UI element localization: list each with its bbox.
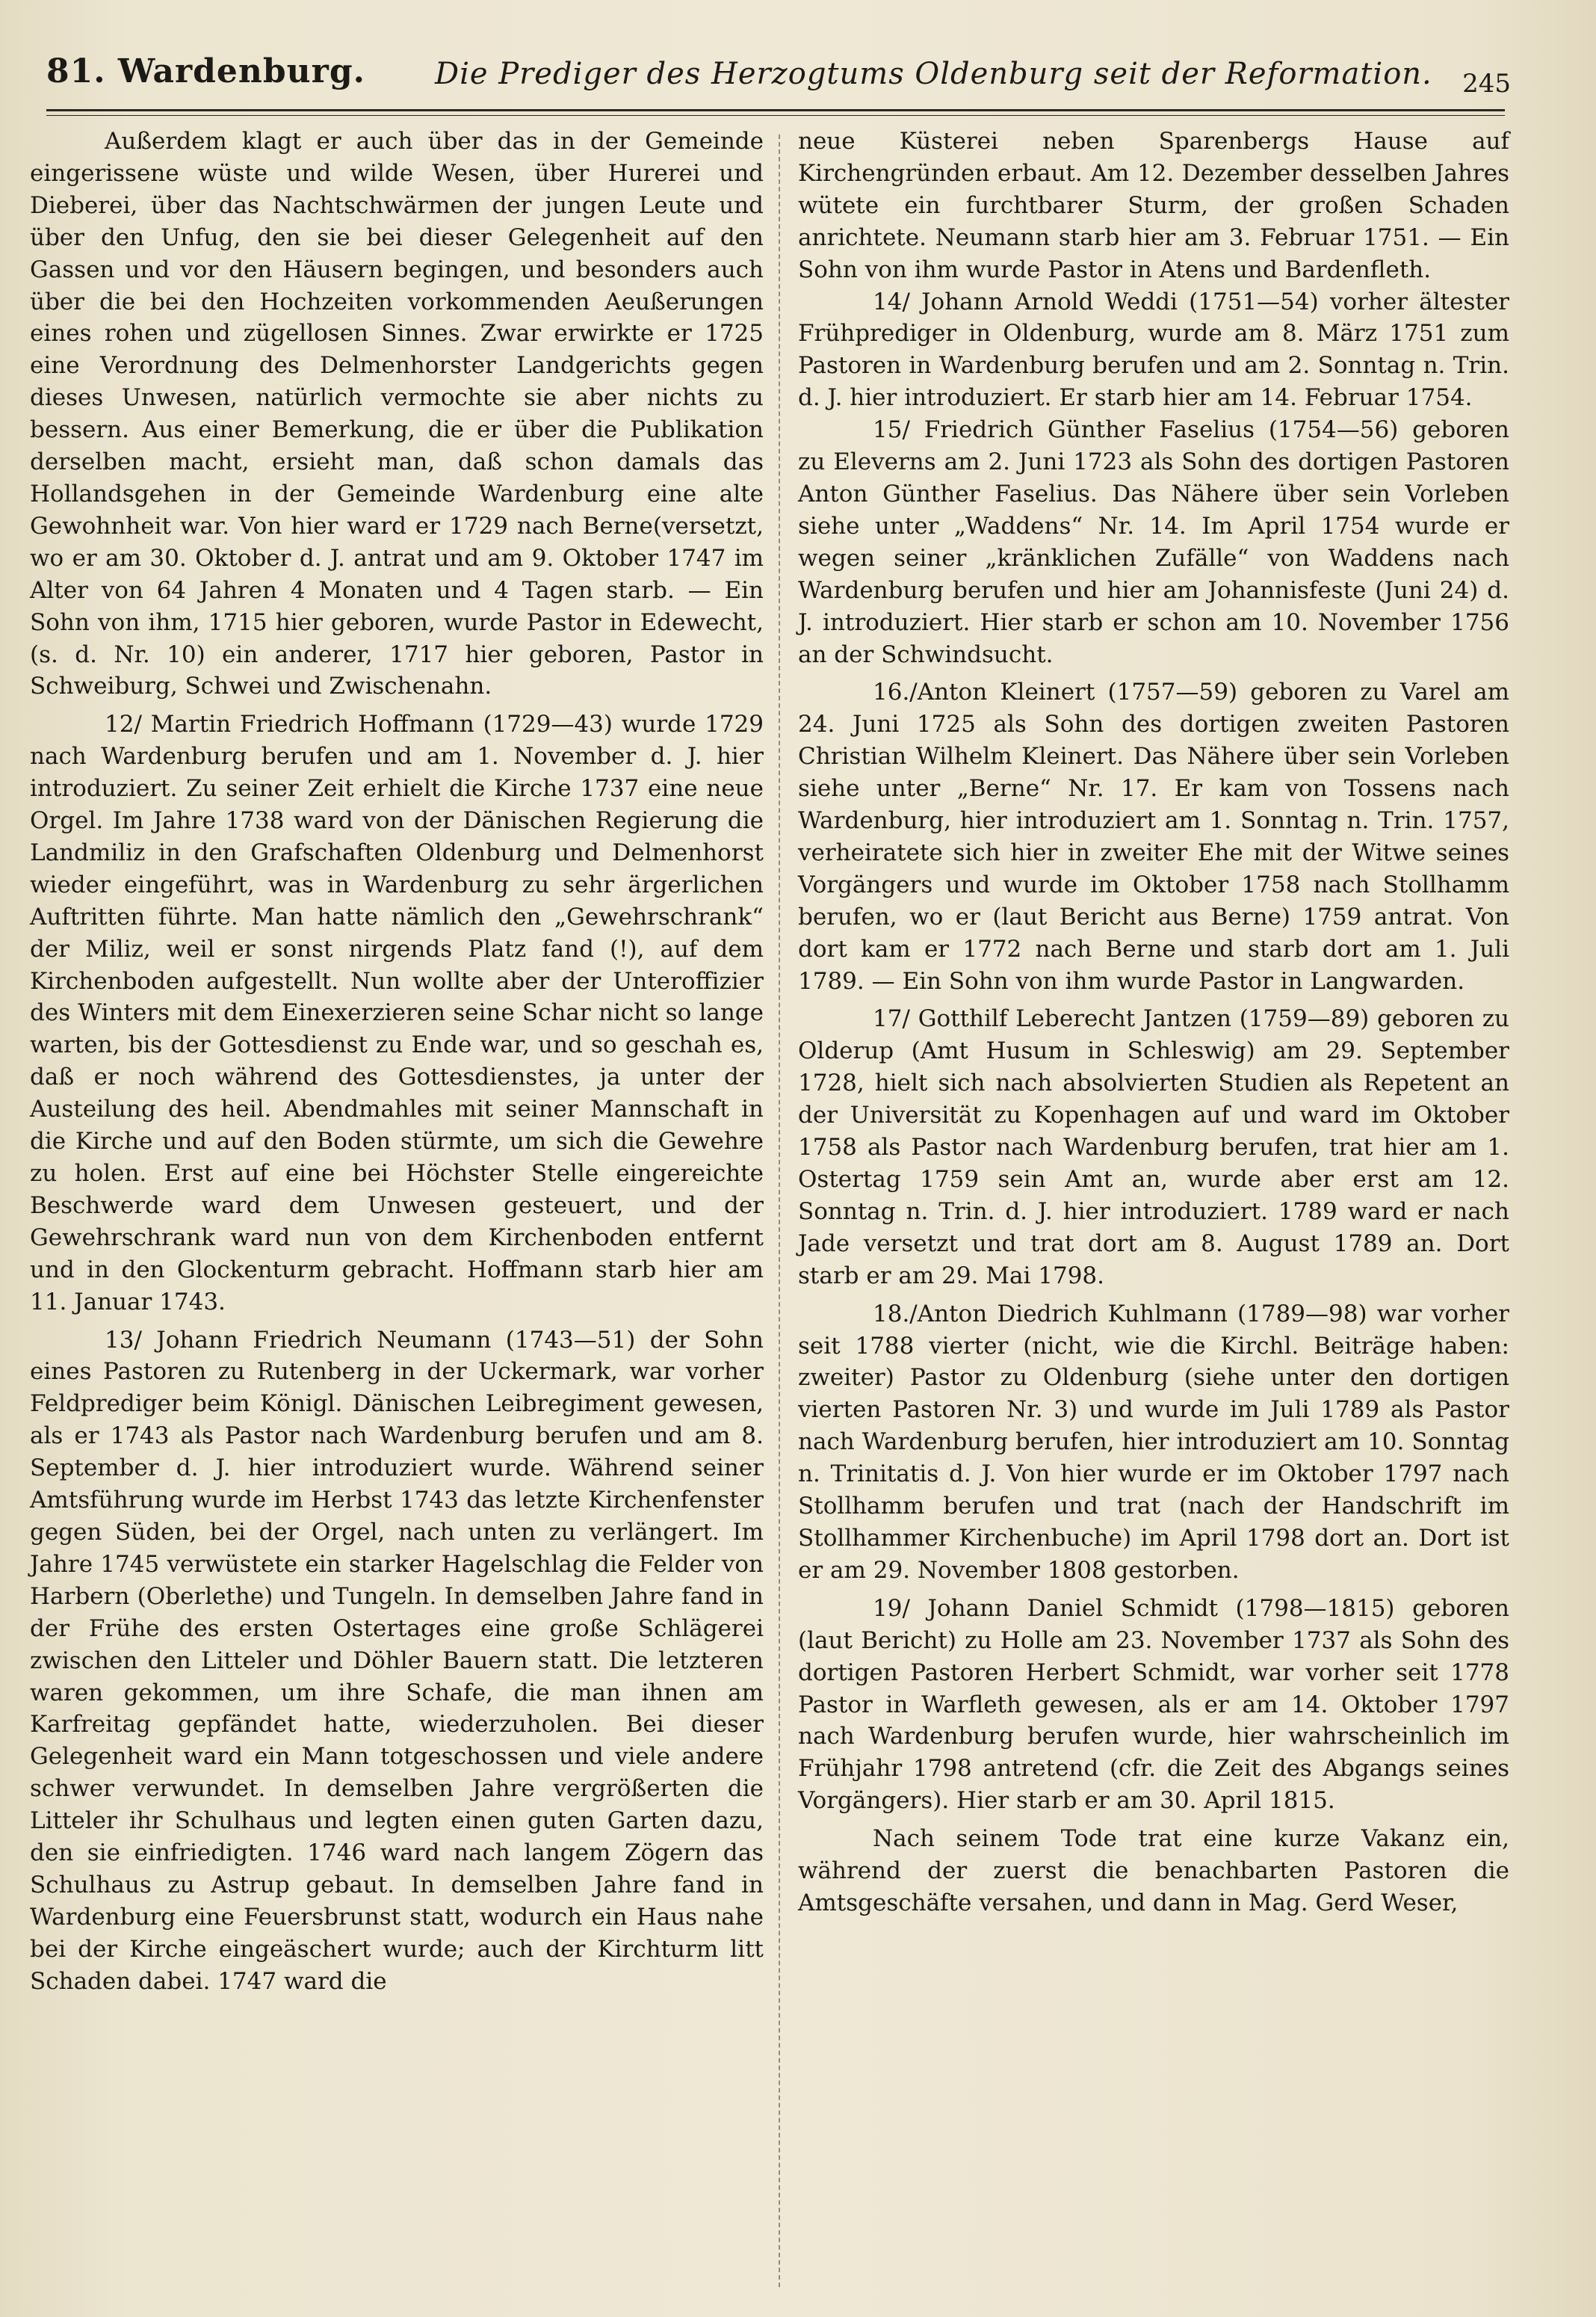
section-reference: 81. Wardenburg. [46,52,365,90]
entry-13-neumann: 13/ Johann Friedrich Neumann (1743—51) der Sohn eines Pastoren zu Rutenberg in der Uckermark, war vorher Feldprediger beim Königl. Dänischen Leibregiment gewesen, als er 1743 als Pastor nach Wardenburg berufen und am 8. September d. J. hier introduziert wurde. Während seiner Amtsführung wurde im Herbst 1743 das letzte Kirchenfenster gegen Süden, bei der Orgel, nach unten zu verlängert. Im Jahre 1745 verwüstete ein starker Hagelschlag die Felder von Harbern (Oberlethe) und Tungeln. In demselben Jahre fand in der Frühe des ersten Ostertages eine große Schlägerei zwischen den Litteler und Döhler Bauern statt. Die letzteren waren gekommen, um ihre Schafe, die man ihnen am Karfreitag gepfändet hatte, wiederzuholen. Bei dieser Gelegenheit ward ein Mann totgeschossen und viele andere schwer verwundet. In demselben Jahre vergrößerten die Litteler ihr Schulhaus und legten einen guten Garten dazu, den sie einfriedigten. 1746 ward nach langem Zögern das Schulhaus zu Astrup gebaut. In demselben Jahre fand in Wardenburg eine Feuersbrunst statt, wodurch ein Haus nahe bei der Kirche eingeäschert wurde; auch der Kirchturm litt Schaden dabei. 1747 ward die [30,1326,764,1995]
entry-15-faselius: 15/ Friedrich Günther Faselius (1754—56) geboren zu Eleverns am 2. Juni 1723 als Sohn des dortigen Pastoren Anton Günther Faselius. Das Nähere über sein Vorleben siehe unter „Waddens“ Nr. 14. Im April 1754 wurde er wegen seiner „kränklichen Zufälle“ von Waddens nach Wardenburg berufen und hier am Johannisfeste (Juni 24) d. J. introduziert. Hier starb er schon am 10. November 1756 an der Schwindsucht. [798,416,1509,668]
header-rule [46,109,1505,111]
entry-14-weddi: 14/ Johann Arnold Weddi (1751—54) vorher ältester Frühprediger in Oldenburg, wurde am 8. März 1751 zum Pastoren in Wardenburg berufen und am 2. Sonntag n. Trin. d. J. hier introduziert. Er starb hier am 14. Februar 1754. [798,288,1509,412]
paragraph-vakanz: Nach seinem Tode trat eine kurze Vakanz ein, während der zuerst die benachbarten Pastoren die Amtsgeschäfte versahen, und dann in Mag. Gerd Weser, [798,1825,1509,1916]
entry-17-jantzen: 17/ Gotthilf Leberecht Jantzen (1759—89) geboren zu Olderup (Amt Husum in Schleswig) am 29. September 1728, hielt sich nach absolvierten Studien als Repetent an der Universität zu Kopenhagen auf und ward im Oktober 1758 als Pastor nach Wardenburg berufen, trat hier am 1. Ostertag 1759 sein Amt an, wurde aber erst am 12. Sonntag n. Trin. d. J. hier introduziert. 1789 ward er nach Jade versetzt und trat dort am 8. August 1789 an. Dort starb er am 29. Mai 1798. [798,1005,1509,1289]
page-header [46,52,1511,105]
entry-12-hoffmann: 12/ Martin Friedrich Hoffmann (1729—43) wurde 1729 nach Wardenburg berufen und am 1. November d. J. hier introduziert. Zu seiner Zeit erhielt die Kirche 1737 eine neue Orgel. Im Jahre 1738 ward von der Dänischen Regierung die Landmiliz in den Grafschaften Oldenburg und Delmenhorst wieder eingeführt, was in Wardenburg zu sehr ärgerlichen Auftritten führte. Man hatte nämlich den „Gewehrschrank“ der Miliz, weil er sonst nirgends Platz fand (!), auf dem Kirchenboden aufgestellt. Nun wollte aber der Unteroffizier des Winters mit dem Einexerzieren seine Schar nicht so lange warten, bis der Gottesdienst zu Ende war, und so geschah es, daß er noch während des Gottesdienstes, ja unter der Austeilung des heil. Abendmahles mit seiner Mannschaft in die Kirche und auf den Boden stürmte, um sich die Gewehre zu holen. Erst auf eine bei Höchster Stelle eingereichte Beschwerde ward dem Unwesen gesteuert, und der Gewehrschrank ward nun von dem Kirchenboden entfernt und in den Glockenturm gebracht. Hoffmann starb hier am 11. Januar 1743. [30,711,764,1315]
left-column [30,126,764,1998]
paragraph-continuation: Außerdem klagt er auch über das in der Gemeinde eingerissene wüste und wilde Wesen, über Hurerei und Dieberei, über das Nachtschwärmen der jungen Leute und über den Unfug, den sie bei dieser Gelegenheit auf den Gassen und vor den Häusern begingen, und besonders auch über die bei den Hochzeiten vorkommenden Aeußerungen eines rohen und zügellosen Sinnes. Zwar erwirkte er 1725 eine Verordnung des Delmenhorster Landgerichts gegen dieses Unwesen, natürlich vermochte sie aber nichts zu bessern. Aus einer Bemerkung, die er über die Publikation derselben macht, ersieht man, daß schon damals das Hollandsgehen in der Gemeinde Wardenburg eine alte Gewohnheit war. Von hier ward er 1729 nach Berne(versetzt, wo er am 30. Oktober d. J. antrat und am 9. Oktober 1747 im Alter von 64 Jahren 4 Monaten und 4 Tagen starb. — Ein Sohn von ihm, 1715 hier geboren, wurde Pastor in Edewecht, (s. d. Nr. 10) ein anderer, 1717 hier geboren, Pastor in Schweiburg, Schwei und Zwischenahn. [30,128,764,700]
entry-19-schmidt: 19/ Johann Daniel Schmidt (1798—1815) geboren (laut Bericht) zu Holle am 23. November 1737 als Sohn des dortigen Pastoren Herbert Schmidt, war vorher seit 1778 Pastor in Warfleth gewesen, als er am 14. Oktober 1797 nach Wardenburg berufen wurde, hier wahrscheinlich im Frühjahr 1798 antretend (cfr. die Zeit des Abgangs seines Vorgängers). Hier starb er am 30. April 1815. [798,1594,1509,1815]
paragraph-continuation-right: neue Küsterei neben Sparenbergs Hause auf Kirchengründen erbaut. Am 12. Dezember desselben Jahres wütete ein furchtbarer Sturm, der großen Schaden anrichtete. Neumann starb hier am 3. Februar 1751. — Ein Sohn von ihm wurde Pastor in Atens und Bardenfleth. [798,128,1509,283]
column-divider [779,135,780,2287]
entry-18-kuhlmann: 18./Anton Diedrich Kuhlmann (1789—98) war vorher seit 1788 vierter (nicht, wie die Kirchl. Beiträge haben: zweiter) Pastor zu Oldenburg (siehe unter den dortigen vierten Pastoren Nr. 3) und wurde im Juli 1789 als Pastor nach Wardenburg berufen, hier introduziert am 10. Sonntag n. Trinitatis d. J. Von hier wurde er im Oktober 1797 nach Stollhamm berufen und trat (nach der Handschrift im Stollhammer Kirchenbuche) im April 1798 dort an. Dort ist er am 29. November 1808 gestorben. [798,1300,1509,1584]
entry-16-kleinert: 16./Anton Kleinert (1757—59) geboren zu Varel am 24. Juni 1725 als Sohn des dortigen zweiten Pastoren Christian Wilhelm Kleinert. Das Nähere über sein Vorleben siehe unter „Berne“ Nr. 17. Er kam von Tossens nach Wardenburg, hier introduziert am 1. Sonntag n. Trin. 1757, verheiratete sich hier in zweiter Ehe mit der Witwe seines Vorgängers und wurde im Oktober 1758 nach Stollhamm berufen, wo er (laut Bericht aus Berne) 1759 antrat. Von dort kam er 1772 nach Berne und starb dort am 1. Juli 1789. — Ein Sohn von ihm wurde Pastor in Langwarden. [798,679,1509,995]
right-column [798,126,1509,1919]
page-number: 245 [1462,69,1511,99]
header-rule-thin [46,115,1505,116]
running-title: Die Prediger des Herzogtums Oldenburg seit der Reformation. [435,57,1432,91]
